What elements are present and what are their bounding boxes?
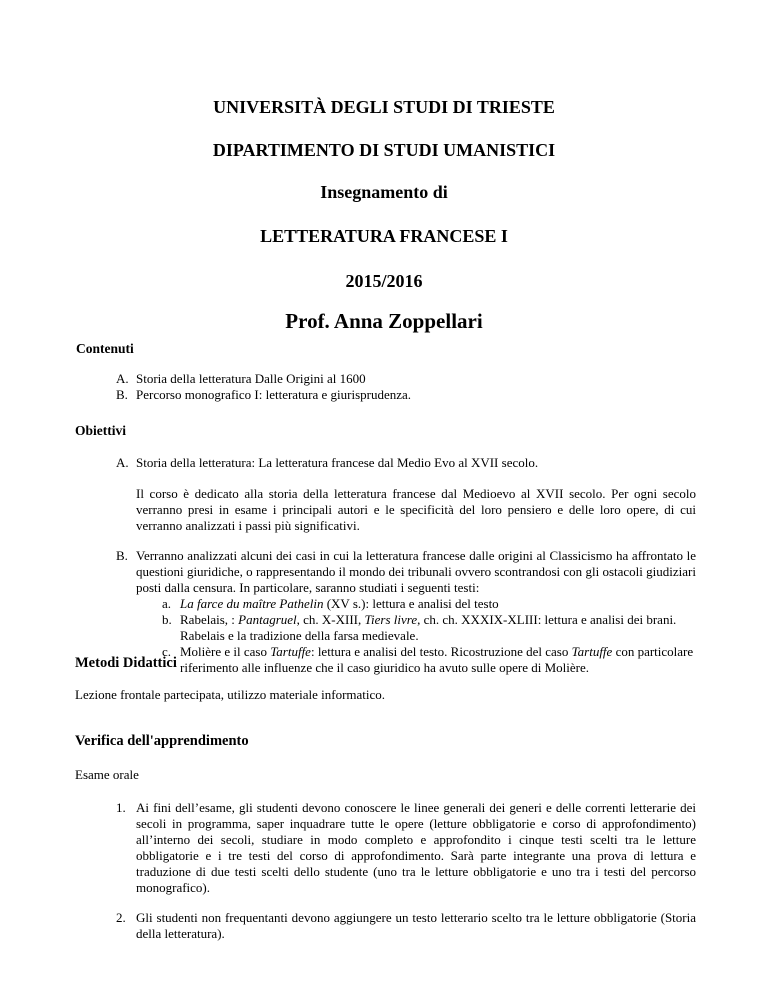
- sub-list-marker: c.: [162, 644, 172, 659]
- list-marker: 1.: [116, 800, 126, 815]
- list-item-text: Percorso monografico I: letteratura e giurisprudenza.: [136, 387, 412, 402]
- sub-list: [116, 596, 696, 676]
- course-name: LETTERATURA FRANCESE I: [260, 226, 508, 246]
- contenuti-title: Contenuti: [76, 341, 134, 356]
- sub-list-item: [162, 644, 696, 676]
- sub-list-item: [162, 596, 696, 612]
- academic-year: 2015/2016: [345, 271, 423, 291]
- metodi-text: Lezione frontale partecipata, utilizzo materiale informatico.: [75, 687, 386, 702]
- list-marker: A.: [116, 371, 129, 386]
- work-title: Tartuffe: [270, 644, 311, 659]
- sub-list-text: , ch. ch. XXXIX-XLIII: lettura e analisi dei brani. Rabelais e la tradizione della farsa medievale.: [180, 612, 677, 643]
- department-title: DIPARTIMENTO DI STUDI UMANISTICI: [212, 140, 556, 160]
- metodi-title: Metodi Didattici: [75, 655, 177, 671]
- list-marker: A.: [116, 455, 129, 470]
- obiettivi-item-a: [116, 455, 696, 471]
- verifica-list: [116, 800, 696, 942]
- sub-list-marker: a.: [162, 596, 172, 611]
- sub-list-item: [162, 612, 696, 644]
- list-marker: B.: [116, 548, 128, 563]
- sub-list-text: (XV s.): lettura e analisi del testo: [323, 596, 499, 611]
- university-title: UNIVERSITÀ DEGLI STUDI DI TRIESTE: [213, 97, 555, 117]
- list-item-text: Verranno analizzati alcuni dei casi in cui la letteratura francese dalle origini al Classicismo ha affrontato le questioni giuridiche, o rappresentando il mondo dei tribunali ovvero scontrandosi con gli ostacoli giudiziari posti dalla censura. In particolare, saranno studiati i seguenti testi:: [136, 548, 696, 595]
- sub-list-text: Rabelais, :: [180, 612, 239, 627]
- sub-list-text: Molière e il caso: [180, 644, 271, 659]
- list-item: [116, 455, 696, 471]
- list-marker: B.: [116, 387, 128, 402]
- obiettivi-paragraph: Il corso è dedicato alla storia della letteratura francese dal Medioevo al XVII secolo. Per ogni secolo verranno presi in esame i principali autori e le specificità del loro pensiero e delle loro opere, di cui verranno analizzati i passi più significativi.: [136, 486, 696, 533]
- list-item: [116, 548, 696, 596]
- list-item-text: Ai fini dell’esame, gli studenti devono conoscere le linee generali dei generi e delle correnti letterarie dei secoli in programma, saper inquadrare tutte le opere (letture obbligatorie e corso di approfondimento) all’interno dei secoli, studiare in modo completo e approfondito i cinque testi scelti tra le letture obbligatorie e i tre testi del corso di approfondimento. Sarà parte integrante una prova di lettura e traduzione di due testi scelti dello studente (uno tra le letture obbligatorie e uno tra i testi del percorso monografico).: [136, 800, 696, 895]
- obiettivi-item-b: [116, 548, 696, 676]
- course-intro: Insegnamento di: [320, 182, 448, 202]
- verifica-intro: Esame orale: [75, 767, 139, 782]
- work-title: La farce du maître Pathelin: [180, 596, 324, 611]
- work-title: Tiers livre: [364, 612, 418, 627]
- list-item: [116, 910, 696, 942]
- list-item-text: Storia della letteratura Dalle Origini al 1600: [136, 371, 366, 386]
- sub-list-text: : lettura e analisi del testo. Ricostruzione del caso: [310, 644, 572, 659]
- contenuti-list: [116, 371, 696, 403]
- list-item: [116, 371, 696, 387]
- verifica-title: Verifica dell'apprendimento: [75, 733, 249, 749]
- work-title: Tartuffe: [571, 644, 613, 659]
- list-item: [116, 800, 696, 896]
- list-marker: 2.: [116, 910, 126, 925]
- list-item-text: Gli studenti non frequentanti devono aggiungere un testo letterario scelto tra le letture obbligatorie (Storia della letteratura).: [136, 910, 696, 941]
- professor-name: Prof. Anna Zoppellari: [285, 309, 483, 333]
- work-title: Pantagruel: [238, 612, 297, 627]
- sub-list-text: , ch. X-XIII,: [296, 612, 365, 627]
- list-item: [116, 387, 696, 403]
- sub-list-marker: b.: [162, 612, 172, 627]
- list-item-text: Storia della letteratura: La letteratura francese dal Medio Evo al XVII secolo.: [136, 455, 539, 470]
- sub-list-text: con particolare riferimento alle influenze che il caso giuridico ha avuto sulle opere di Molière.: [180, 644, 694, 675]
- obiettivi-title: Obiettivi: [75, 423, 126, 438]
